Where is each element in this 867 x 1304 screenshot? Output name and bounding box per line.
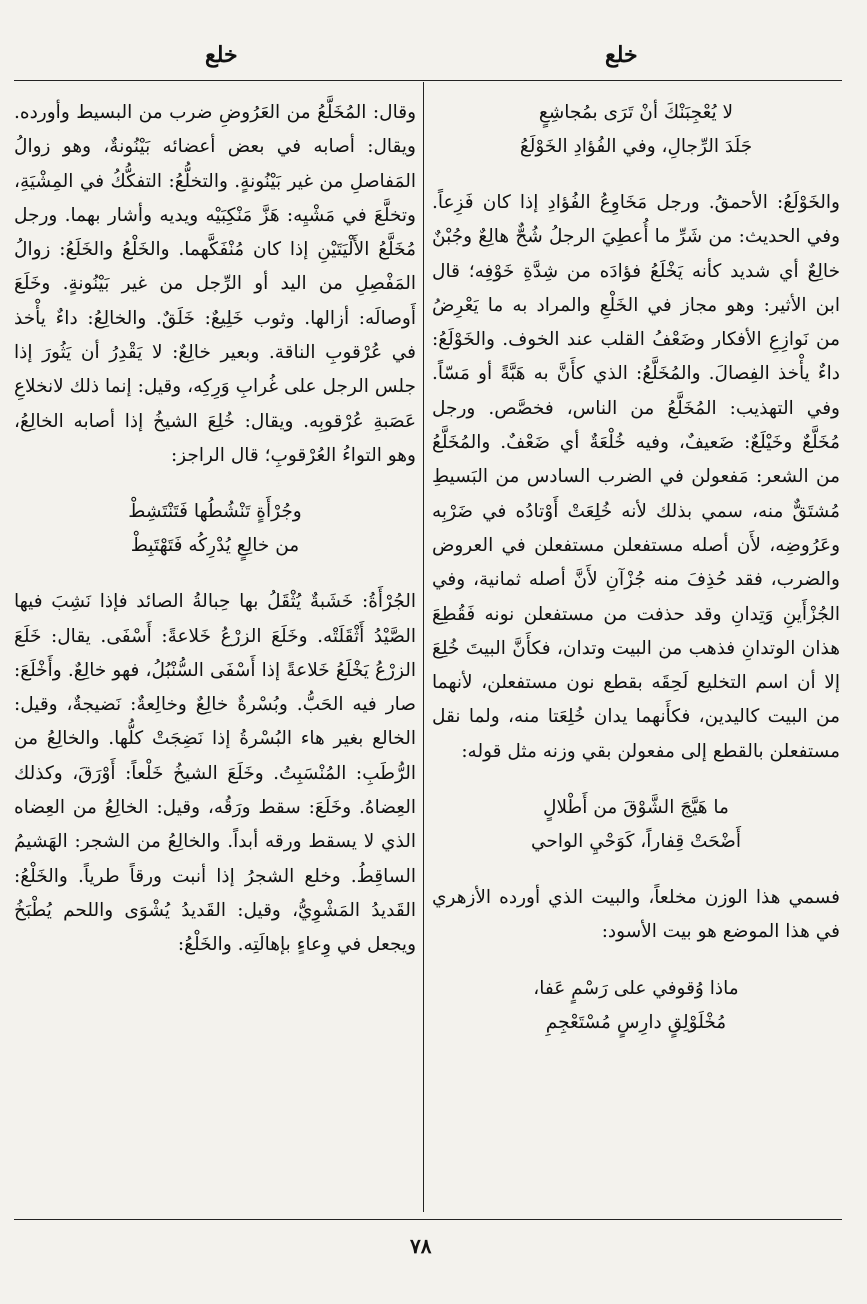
verse-line: ماذا وُقوفي على رَسْمٍ عَفا، bbox=[533, 977, 739, 999]
page-number: ٧٨ bbox=[410, 1234, 432, 1258]
left-column bbox=[14, 96, 416, 963]
verse-line: لا يُعْجِبَنْكَ أنْ تَرَى بمُجاشِعٍ bbox=[538, 102, 734, 123]
entry-paragraph: فسمي هذا الوزن مخلعاً، والبيت الذي أورده الأزهري في هذا الموضع هو بيت الأسود: bbox=[432, 887, 840, 943]
verse-line: وجُرْأَةٍ تَنْشُطُها فَتَنْتَشِطْ bbox=[128, 501, 302, 523]
entry-paragraph: وقال: المُخَلَّعُ من العَرُوضِ ضرب من البسيط وأورده. ويقال: أصابه في بعض أعضائه بَيْنُونةٌ، وهو زوالُ المَفاصلِ من غير بَيْنُونةٍ. والتخلُّعُ: التفكُّكُ في المِشْيَةِ، وتخلَّعَ في مَشْيِه: هَزَّ مَنْكِبَيْه ويديه وأشار بهما. ورجل مُخَلَّعُ الأَلْيَتَيْنِ إذا كان مُنْفَكَّهما. والخَلْعُ والخَلَعُ: زوالُ المَفْصِلِ من اليد أو الرِّجل من غير بَيْنُونةٍ. وخَلَعَ أَوصالَه: أزالها. وثوب خَلِيعٌ: خَلَقٌ. والخالِعُ: داءٌ يأْخذ في عُرْقوبِ الناقة. وبعير خالِعٌ: لا يَقْدِرُ أن يَثُورَ إذا جلس الرجل على غُرابِ وَرِكِه، وقيل: إنما ذلك لانخلاعِ عَصَبةِ عُرْقوبِه. ويقال: خُلِعَ الشيخُ إذا أصابه الخالِعُ، وهو التواءُ العُرْقوبِ؛ قال الراجز: bbox=[14, 102, 416, 466]
running-head-left: خلع bbox=[205, 42, 238, 68]
column-divider bbox=[423, 82, 424, 1212]
entry-paragraph: والخَوْلَعُ: الأحمقُ. ورجل مَخَاوِعُ الفُؤادِ إذا كان فَزِعاً. وفي الحديث: من شَرِّ ما أُعطِيَ الرجلُ شُحٌّ هالِعٌ وجُبْنٌ خالِعٌ أي شديد كأنه يَخْلَعُ فؤادَه من شِدَّةِ خَوْفِه؛ قال ابن الأثير: وهو مجاز في الخَلْعِ والمراد به ما يَعْرِضُ من نَوازِعِ الأفكار وضَعْفُ القلب عند الخوف. والخَوْلَعُ: داءٌ يأْخذ الفِصالَ. والمُخَلَّعُ: الذي كأَنَّ به هَبَّةً أو مَسّاً. وفي التهذيب: المُخَلَّعُ من الناس، فخصَّص. ورجل مُخَلَّعٌ وخَيْلَعٌ: ضَعيفٌ، وفيه خُلْعَةٌ أي ضَعْفٌ. والمُخَلَّعُ من الشعر: مَفعولن في الضرب السادس من البَسيطِ مُشتَقٌّ منه، سمي بذلك لأنه خُلِعَتْ أَوْتادُه في ضَرْبِه وعَرُوضِه، لأَن أصله مستفعلن مستفعلن في العروض والضرب، فقد حُذِفَ منه جُزْآنِ لأَنَّ أصله ثمانية، وفي الجُزْأَينِ وَتِدانِ وقد حذفت من مستفعلن نونه فَقُطِعَ هذان الوتدانِ فذهب من البيت وتدان، فكأَنَّ البيتَ خُلِعَ إلا أن اسم التخليع لَحِقَه بقطع نون مستفعلن، لأنهما من البيت كاليدين، فكأَنهما يدان خُلِعَتا منه، ولما نقل مستفعلن بالقطع إلى مفعولن بقي وزنه مثل قوله: bbox=[432, 192, 840, 762]
verse-line: جَلَدَ الرِّجالِ، وفي الفُؤادِ الخَوْلَعُ bbox=[519, 136, 753, 157]
footer-rule bbox=[14, 1219, 842, 1220]
verse-line: مُخْلَوْلِقٍ دارِسٍ مُسْتَعْجِمِ bbox=[545, 1011, 727, 1033]
verse-line: من خالِعٍ يُدْرِكُه فَتَهْتَبِطْ bbox=[130, 535, 300, 557]
running-head-right: خلع bbox=[605, 42, 638, 68]
entry-paragraph: الجُرْأَةُ: خَشَبةٌ يُثْقَلُ بها حِبالةُ الصائد فإذا نَشِبَ فيها الصَّيْدُ أَثْقَلَتْه. وخَلَعَ الزرْعُ خَلاعةً: أَسْفَى. يقال: خَلَعَ الزرْعُ يَخْلَعُ خَلاعةً إذا أَسْفَى السُّنْبُلُ، فهو خالِعٌ. وأَخْلَعَ: صار فيه الحَبُّ. وبُسْرةٌ خالِعٌ وخالِعةٌ: نَضيجةٌ، وقيل: الخالع بغير هاء البُسْرةُ إذا نَضِجَتْ كلُّها. والخالِعُ من الرُّطَبِ: المُنْسَبِتُ. وخَلَعَ الشيخُ خَلْعاً: أَوْرَقَ، وكذلك العِضاهُ. وخَلَعَ: سقط ورَقُه، وقيل: الخالِعُ من العِضاه الذي لا يسقط ورقه أبداً. والخالِعُ من الشجر: الهَشيمُ الساقِطُ. وخلع الشجرُ إذا أنبت ورقاً طرياً. والخَلْعُ: القَديدُ المَشْوِيُّ، وقيل: القَديدُ يُشْوَى واللحم يُطْبَخُ ويجعل في وِعاءٍ بإهالَتِه. والخَلْعُ: bbox=[14, 591, 416, 956]
header-rule bbox=[14, 80, 842, 81]
verse-line: ما هَيَّجَ الشَّوْقَ من أَطْلالٍ bbox=[543, 797, 729, 819]
verse-line: أَضْحَتْ قِفاراً، كَوَحْيِ الواحي bbox=[530, 831, 742, 853]
right-column bbox=[432, 96, 840, 1040]
